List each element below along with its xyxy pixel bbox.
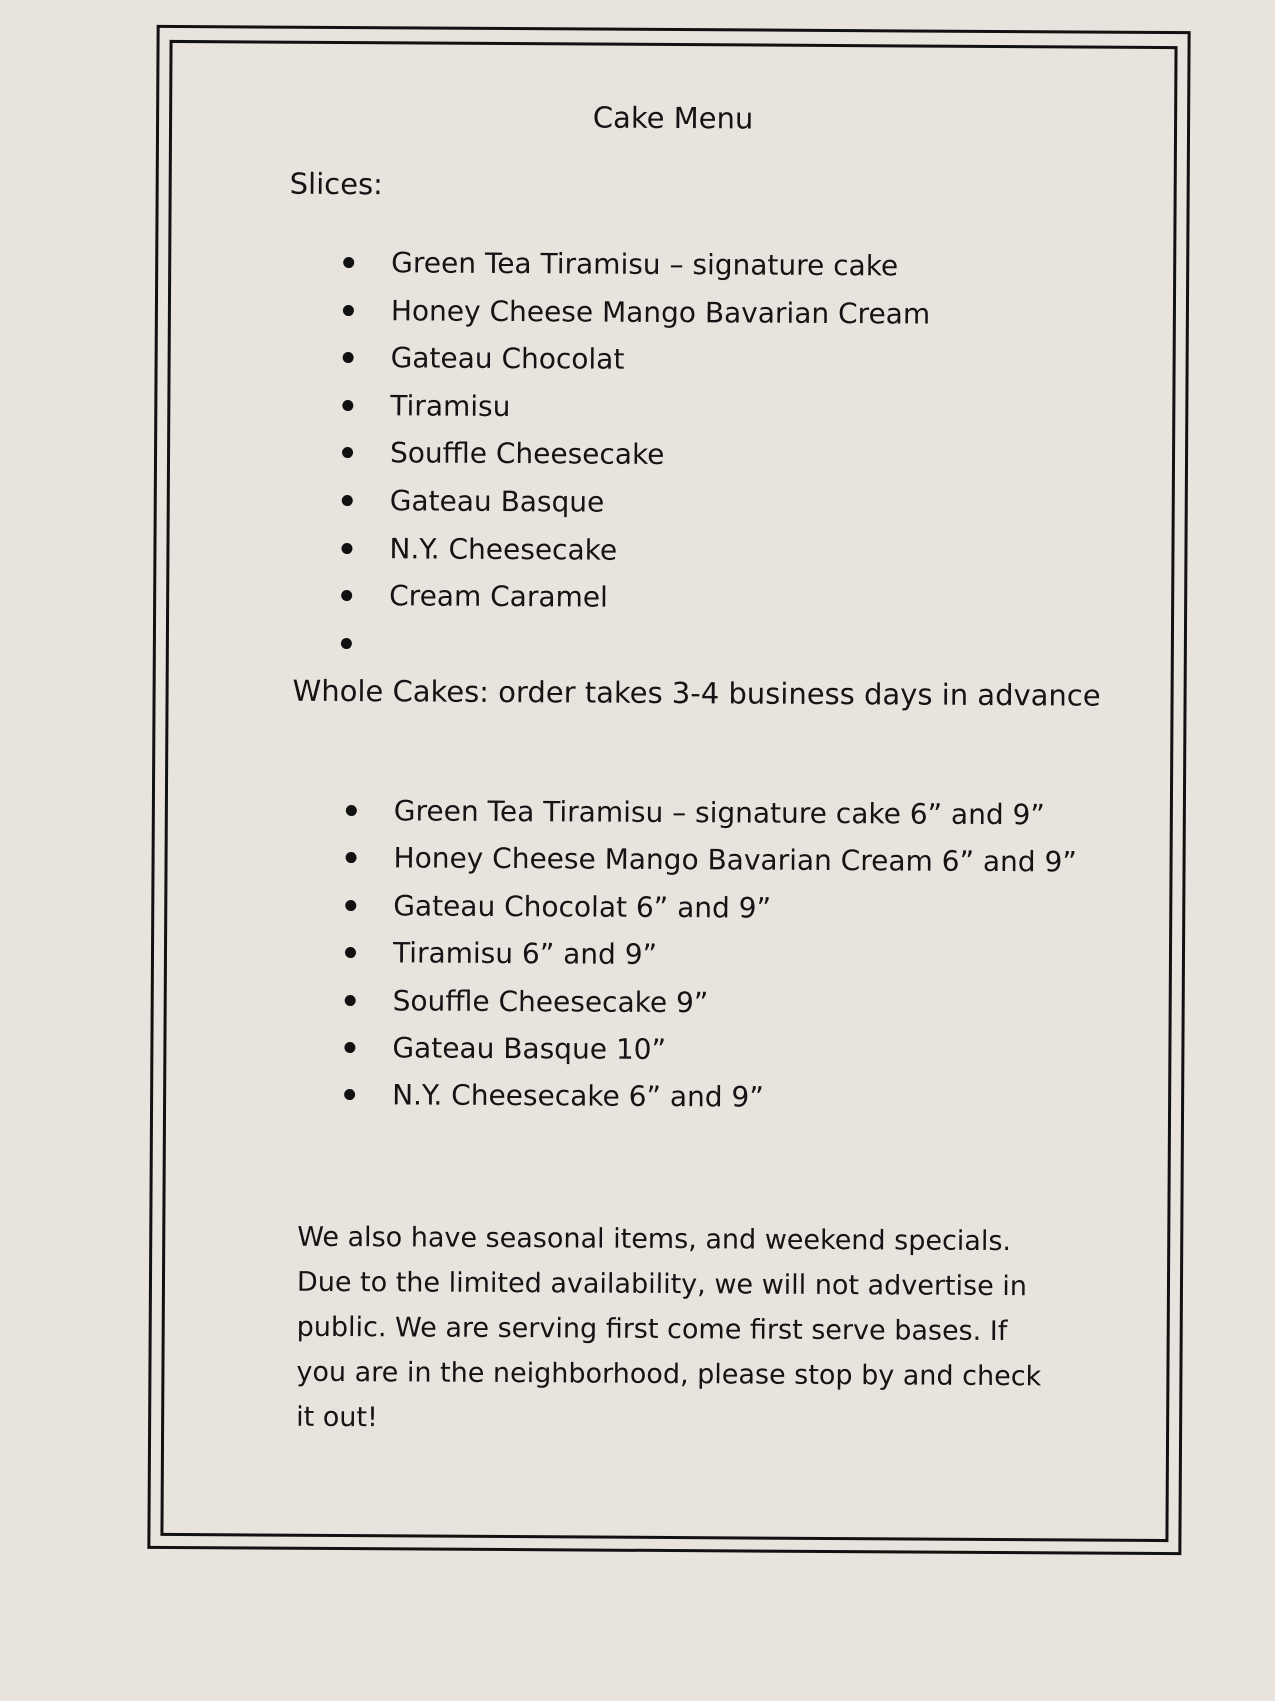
list-item: Souffle Cheesecake: [342, 436, 930, 487]
slices-heading: Slices:: [289, 166, 384, 202]
list-item: Gateau Basque 10”: [344, 1031, 1076, 1083]
list-item: Souffle Cheesecake 9”: [345, 984, 1077, 1036]
list-item: Honey Cheese Mango Bavarian Cream 6” and 9”: [345, 841, 1077, 893]
list-item: N.Y. Cheesecake 6” and 9”: [344, 1078, 1076, 1130]
list-item: Green Tea Tiramisu – signature cake: [343, 246, 931, 297]
list-item: Honey Cheese Mango Bavarian Cream: [343, 294, 931, 345]
list-item: Tiramisu 6” and 9”: [345, 936, 1077, 988]
whole-cakes-list: [344, 794, 1077, 1130]
menu-title: Cake Menu: [592, 100, 754, 136]
list-item: Green Tea Tiramisu – signature cake 6” and 9”: [346, 794, 1078, 846]
list-item: Gateau Chocolat: [342, 341, 930, 392]
list-item: N.Y. Cheesecake: [341, 532, 929, 583]
list-item: Cream Caramel: [341, 579, 929, 630]
whole-cakes-heading: Whole Cakes: order takes 3-4 business days in advance: [292, 673, 1101, 713]
list-item: Gateau Chocolat 6” and 9”: [345, 889, 1077, 941]
menu-border-outer: [147, 25, 1190, 1555]
list-item-empty: [341, 627, 929, 678]
slices-list: [341, 246, 931, 678]
menu-border-inner: [160, 40, 1177, 1542]
footer-note: We also have seasonal items, and weekend specials. Due to the limited availability, we will not advertise in public. We are serving first come first serve bases. If you are in the neighborhood, please stop by and check it out!: [296, 1221, 1042, 1434]
list-item: Tiramisu: [342, 389, 930, 440]
list-item: Gateau Basque: [342, 484, 930, 535]
